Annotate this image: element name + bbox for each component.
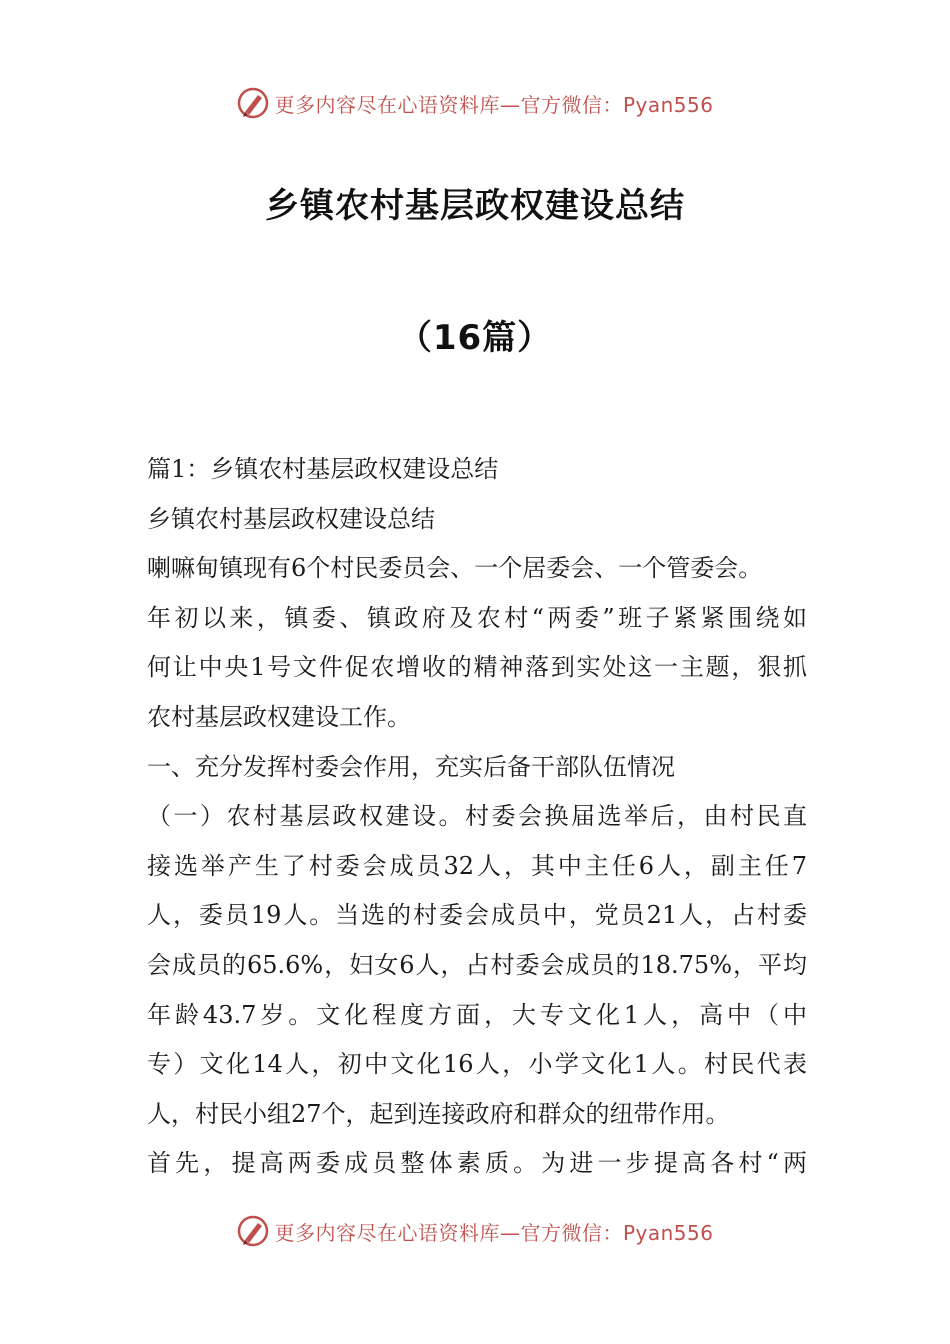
- paragraph-line: 篇1：乡镇农村基层政权建设总结: [147, 455, 499, 483]
- paragraph-line: 喇嘛甸镇现有6个村民委员会、一个居委会、一个管委会。: [147, 554, 763, 583]
- paragraph-line: 人，村民小组27个，起到连接政府和群众的纽带作用。: [147, 1099, 730, 1128]
- watermark-text: 更多内容尽在心语资料库—官方微信：Pyan556: [274, 1220, 714, 1245]
- paragraph-line: 首先，提高两委成员整体素质。为进一步提高各村“两: [147, 1149, 807, 1178]
- watermark-text: 更多内容尽在心语资料库—官方微信：Pyan556: [274, 92, 714, 117]
- paragraph-line: 何让中央1号文件促农增收的精神落到实处这一主题，狠抓: [147, 653, 807, 682]
- document-title: 乡镇农村基层政权建设总结: [265, 186, 685, 226]
- paragraph-line: 人，委员19人。当选的村委会成员中，党员21人，占村委: [147, 901, 807, 930]
- document-subtitle: （16篇）: [397, 318, 553, 358]
- pen-logo-icon: [236, 86, 270, 120]
- paragraph-line: （一）农村基层政权建设。村委会换届选举后，由村民直: [147, 802, 807, 831]
- paragraph-line: 乡镇农村基层政权建设总结: [147, 504, 435, 533]
- pen-logo-icon: [236, 1214, 270, 1248]
- paragraph-line: 农村基层政权建设工作。: [147, 702, 411, 731]
- watermark-footer: [0, 1211, 950, 1251]
- paragraph-line: 专）文化14人，初中文化16人，小学文化1人。村民代表: [147, 1050, 807, 1079]
- document-body: [147, 445, 807, 1189]
- paragraph-line: 会成员的65.6%，妇女6人，占村委会成员的18.75%，平均: [147, 950, 807, 979]
- watermark-header: [0, 83, 950, 123]
- section-heading: 一、充分发挥村委会作用，充实后备干部队伍情况: [147, 752, 675, 781]
- paragraph-line: 接选举产生了村委会成员32人，其中主任6人，副主任7: [147, 851, 807, 880]
- paragraph-line: 年初以来，镇委、镇政府及农村“两委”班子紧紧围绕如: [147, 603, 807, 632]
- paragraph-line: 年龄43.7岁。文化程度方面，大专文化1人，高中（中: [147, 1000, 807, 1029]
